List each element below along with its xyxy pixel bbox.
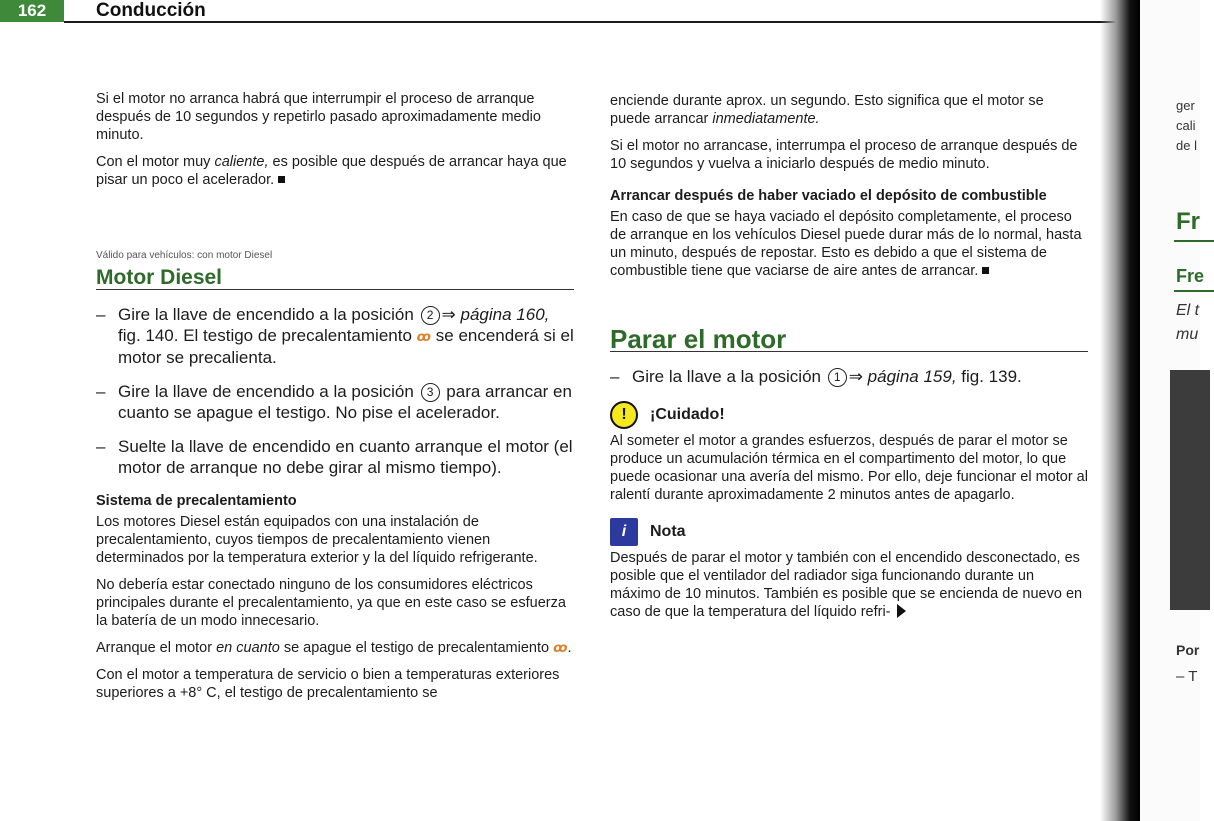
next-page-text: Por — [1176, 642, 1200, 658]
next-page-text: – T — [1176, 668, 1198, 685]
next-page-rule — [1174, 290, 1214, 292]
next-page-text: de l — [1176, 138, 1197, 153]
glow-plug-icon: ꝏ — [416, 329, 432, 344]
warning-text: Al someter el motor a grandes esfuerzos, después de parar el motor se produce un acumulación térmica en el compartimento del motor, lo que puede ocasionar una avería del mismo. Por ello, deje funcionar el motor al ralentí durante aproximadamente 2 minutos antes de apagarlo. — [610, 433, 1088, 503]
page-header — [0, 0, 1130, 24]
position-2-icon: 2 — [421, 306, 440, 325]
step-item: – Gire la llave de encendido a la posición 3 para arrancar en cuanto se apague el testigo. No pise el acelerador. — [96, 382, 572, 422]
section-heading: Parar el motor — [610, 330, 1088, 352]
next-page-heading: Fr — [1176, 208, 1200, 235]
end-marker-icon — [982, 267, 989, 274]
section-title: Conducción — [96, 0, 206, 21]
next-page-heading: Fre — [1176, 266, 1205, 286]
next-page-text: ger — [1176, 98, 1195, 113]
paragraph: Si el motor no arranca habrá que interrumpir el proceso de arranque después de 10 segundos y repetirlo pasado aproximadamente medio minuto. — [96, 91, 541, 143]
step-item: – Suelte la llave de encendido en cuanto arranque el motor (el motor de arranque no debe girar al mismo tiempo). — [96, 437, 573, 477]
left-column — [96, 90, 574, 711]
paragraph: Con el motor muy caliente, es posible que después de arrancar haya que pisar un poco el acelerador. — [96, 154, 567, 188]
paragraph: Con el motor a temperatura de servicio o bien a temperaturas exteriores superiores a +8° C, el testigo de precalentamiento se — [96, 667, 560, 701]
page-reference[interactable]: ⇒ página 160, — [441, 305, 550, 324]
next-page-text: El t — [1176, 302, 1200, 319]
info-icon: i — [610, 518, 638, 546]
paragraph: Arranque el motor en cuanto se apague el testigo de precalentamiento ꝏ. — [96, 640, 572, 656]
paragraph: Los motores Diesel están equipados con una instalación de precalentamiento, cuyos tiempos de precalentamiento vienen determinados por la temperatura exterior y la del líquido refrigerante. — [96, 514, 538, 566]
subheading: Arrancar después de haber vaciado el depósito de combustible — [610, 188, 1047, 204]
subheading: Sistema de precalentamiento — [96, 493, 297, 509]
next-page-text: mu — [1176, 326, 1199, 343]
note-text: Después de parar el motor y también con el encendido desconectado, es posible que el ventilador del radiador siga funcionando durante un máximo de 10 minutos. También es posible que se encienda de nuevo en caso de que la temperatura del líquido refri- — [610, 550, 1083, 620]
paragraph: En caso de que se haya vaciado el depósito completamente, el proceso de arranque en los vehículos Diesel puede durar más de lo normal, hasta un minuto, después de repostar. Esto es debido a que el sistema de combustible tiene que vaciarse de aire antes de arrancar. — [610, 209, 1082, 279]
page-reference[interactable]: ⇒ página 159, — [848, 367, 957, 386]
step-list — [96, 304, 574, 478]
next-page-text: cali — [1176, 118, 1196, 133]
paragraph: enciende durante aprox. un segundo. Esto significa que el motor se puede arrancar inmediatamente. — [610, 93, 1044, 127]
next-page-photo — [1170, 370, 1210, 610]
warning-heading: ! ¡Cuidado! — [610, 401, 1088, 429]
step-item: – Gire la llave de encendido a la posición 2 ⇒ página 160, fig. 140. El testigo de precalentamiento ꝏ se encenderá si el motor se precalienta. — [96, 305, 574, 367]
validity-note: Válido para vehículos: con motor Diesel — [96, 250, 273, 261]
continue-arrow-icon — [897, 604, 906, 618]
warning-icon: ! — [610, 401, 638, 429]
end-marker-icon — [278, 176, 285, 183]
note-heading: i Nota — [610, 518, 1088, 546]
glow-plug-icon: ꝏ — [553, 640, 568, 655]
next-page-rule — [1174, 240, 1214, 242]
section-heading: Motor Diesel — [96, 269, 574, 290]
header-rule — [64, 21, 1130, 23]
next-page-edge — [1140, 0, 1205, 821]
paragraph: No debería estar conectado ninguno de los consumidores eléctricos principales durante el precalentamiento, ya que en este caso se esfuerza la batería de un modo innecesario. — [96, 577, 566, 629]
page-fold — [1100, 0, 1140, 821]
position-1-icon: 1 — [828, 368, 847, 387]
position-3-icon: 3 — [421, 383, 440, 402]
step-list — [610, 366, 1088, 387]
step-item: – Gire la llave a la posición 1 ⇒ página 159, fig. 139. — [610, 367, 1022, 386]
middle-column — [610, 92, 1088, 630]
page-number: 162 — [0, 0, 64, 22]
paragraph: Si el motor no arrancase, interrumpa el proceso de arranque después de 10 segundos y vuelva a iniciarlo después de medio minuto. — [610, 138, 1078, 172]
